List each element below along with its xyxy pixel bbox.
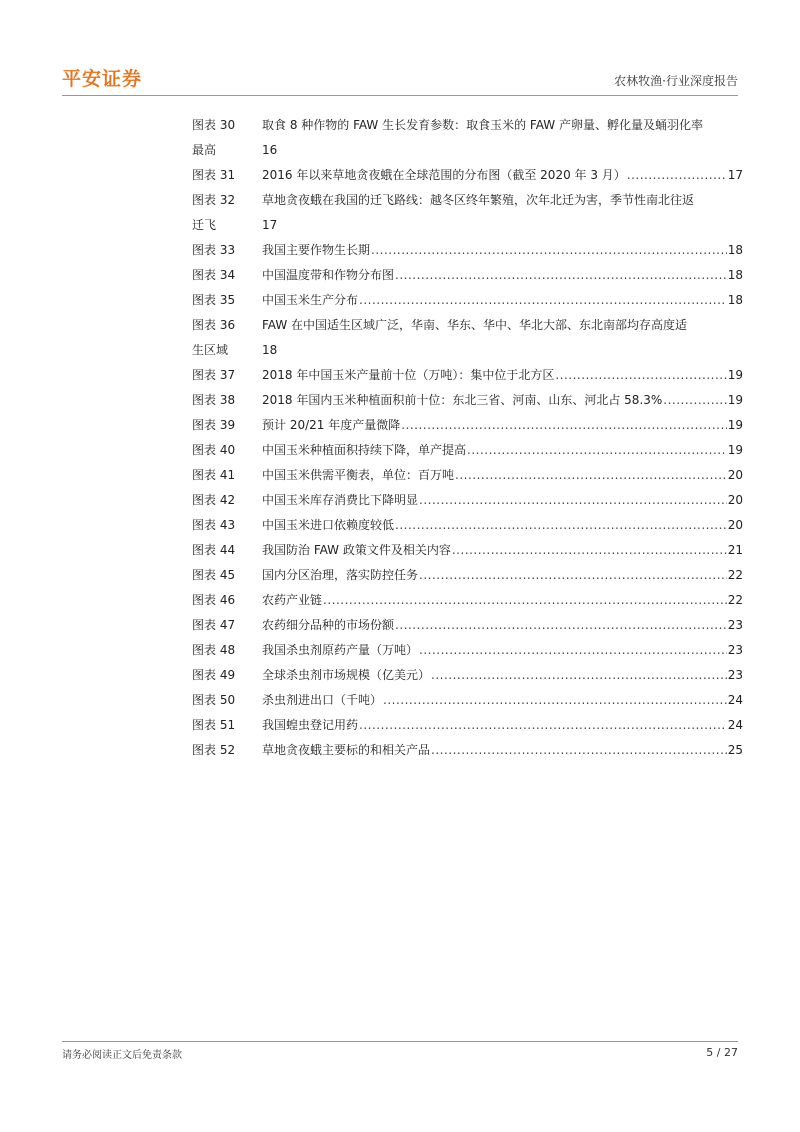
toc-entry-page[interactable]: 19	[727, 418, 743, 432]
toc-leader-dots	[627, 163, 727, 188]
toc-entry[interactable]	[192, 113, 743, 163]
toc-entry-title[interactable]: 我国杀虫剂原药产量（万吨）	[262, 643, 419, 657]
company-logo: 平安证券	[62, 68, 143, 90]
toc-entry-title[interactable]: 中国玉米库存消费比下降明显	[262, 493, 419, 507]
toc-entry[interactable]	[192, 663, 743, 688]
toc-entry[interactable]	[192, 413, 743, 438]
toc-entry-label: 图表 43	[192, 518, 236, 532]
toc-entry[interactable]	[192, 688, 743, 713]
toc-leader-dots	[359, 288, 727, 313]
toc-leader-dots	[371, 238, 727, 263]
toc-entry[interactable]	[192, 713, 743, 738]
toc-entry-title[interactable]: 预计 20/21 年度产量微降	[262, 418, 401, 432]
toc-entry-page[interactable]: 19	[727, 393, 743, 407]
toc-entry[interactable]	[192, 363, 743, 388]
toc-entry-title[interactable]: 2018 年中国玉米产量前十位（万吨）：集中位于北方区	[262, 368, 555, 382]
toc-entry-page[interactable]: 20	[727, 493, 743, 507]
toc-entry-page[interactable]: 20	[727, 468, 743, 482]
toc-entry-label: 图表 41	[192, 468, 236, 482]
figure-list	[192, 113, 743, 763]
toc-entry-page[interactable]: 18	[262, 343, 278, 357]
toc-entry-label: 图表 40	[192, 443, 236, 457]
toc-leader-dots	[359, 713, 727, 738]
toc-entry-label: 图表 39	[192, 418, 236, 432]
toc-entry-title[interactable]: 农药细分品种的市场份额	[262, 618, 395, 632]
toc-entry-title[interactable]: 全球杀虫剂市场规模（亿美元）	[262, 668, 431, 682]
toc-entry-title[interactable]: 我国蝗虫登记用药	[262, 718, 359, 732]
toc-entry-page[interactable]: 19	[727, 443, 743, 457]
toc-entry[interactable]	[192, 263, 743, 288]
toc-entry-page[interactable]: 23	[727, 618, 743, 632]
toc-entry-label: 图表 52	[192, 743, 236, 757]
toc-leader-dots	[419, 488, 727, 513]
toc-entry[interactable]	[192, 163, 743, 188]
toc-entry[interactable]	[192, 638, 743, 663]
toc-leader-dots	[395, 513, 727, 538]
toc-leader-dots	[452, 538, 727, 563]
toc-leader-dots	[419, 563, 727, 588]
footer-divider	[62, 1041, 738, 1042]
toc-entry-title[interactable]: 农药产业链	[262, 593, 323, 607]
toc-entry[interactable]	[192, 438, 743, 463]
toc-entry-label: 图表 48	[192, 643, 236, 657]
toc-entry-page[interactable]: 17	[727, 168, 743, 182]
toc-entry-title[interactable]: 中国玉米生产分布	[262, 293, 359, 307]
toc-entry-label: 图表 42	[192, 493, 236, 507]
toc-entry[interactable]	[192, 588, 743, 613]
toc-entry-page[interactable]: 23	[727, 643, 743, 657]
toc-entry-page[interactable]: 19	[727, 368, 743, 382]
toc-entry-title[interactable]: 中国温度带和作物分布图	[262, 268, 395, 282]
toc-entry-label: 图表 49	[192, 668, 236, 682]
toc-entry-title[interactable]: 2016 年以来草地贪夜蛾在全球范围的分布图（截至 2020 年 3 月）	[262, 168, 626, 182]
toc-leader-dots	[663, 388, 726, 413]
toc-entry-title[interactable]: 中国玉米进口依赖度较低	[262, 518, 395, 532]
toc-entry-title[interactable]: 我国主要作物生长期	[262, 243, 371, 257]
toc-entry-page[interactable]: 20	[727, 518, 743, 532]
toc-entry-title[interactable]: 杀虫剂进出口（千吨）	[262, 693, 383, 707]
toc-leader-dots	[395, 263, 727, 288]
toc-entry[interactable]	[192, 563, 743, 588]
toc-entry[interactable]	[192, 538, 743, 563]
toc-entry-label: 图表 34	[192, 268, 236, 282]
toc-entry[interactable]	[192, 238, 743, 263]
toc-leader-dots	[467, 438, 727, 463]
toc-entry-label: 图表 37	[192, 368, 236, 382]
toc-entry-label: 图表 35	[192, 293, 236, 307]
toc-leader-dots	[419, 638, 727, 663]
toc-entry-title-continuation: 迁飞	[192, 218, 217, 232]
toc-entry-title[interactable]: 2018 年国内玉米种植面积前十位：东北三省、河南、山东、河北占 58.3%	[262, 393, 663, 407]
toc-entry-label: 图表 44	[192, 543, 236, 557]
toc-entry-label: 图表 31	[192, 168, 236, 182]
toc-entry-label: 图表 36	[192, 318, 236, 332]
toc-entry-title[interactable]: 草地贪夜蛾在我国的迁飞路线：越冬区终年繁殖，次年北迁为害，季节性南北往返	[262, 193, 695, 207]
toc-entry-label: 图表 50	[192, 693, 236, 707]
toc-entry[interactable]	[192, 288, 743, 313]
toc-entry-label: 图表 32	[192, 193, 236, 207]
toc-entry-label: 图表 33	[192, 243, 236, 257]
toc-entry-title[interactable]: FAW 在中国适生区域广泛，华南、华东、华中、华北大部、东北南部均存高度适	[262, 318, 688, 332]
toc-entry[interactable]	[192, 188, 743, 238]
toc-entry[interactable]	[192, 738, 743, 763]
toc-leader-dots	[395, 613, 727, 638]
toc-entry-page[interactable]: 18	[727, 268, 743, 282]
toc-leader-dots	[431, 738, 727, 763]
report-header-title: 农林牧渔·行业深度报告	[614, 74, 738, 88]
toc-entry-page[interactable]: 21	[727, 543, 743, 557]
footer-page-number: 5 / 27	[706, 1046, 738, 1059]
toc-entry-page[interactable]: 24	[727, 718, 743, 732]
header-divider	[62, 95, 738, 96]
toc-entry-page[interactable]: 16	[262, 143, 278, 157]
toc-entry-label: 图表 38	[192, 393, 236, 407]
toc-entry-page[interactable]: 22	[727, 568, 743, 582]
toc-entry[interactable]	[192, 488, 743, 513]
toc-entry-page[interactable]: 17	[262, 218, 278, 232]
toc-entry-title[interactable]: 中国玉米种植面积持续下降，单产提高	[262, 443, 467, 457]
toc-entry-label: 图表 47	[192, 618, 236, 632]
toc-entry[interactable]	[192, 463, 743, 488]
toc-entry-page[interactable]: 22	[727, 593, 743, 607]
toc-entry-page[interactable]: 23	[727, 668, 743, 682]
toc-leader-dots	[455, 463, 727, 488]
toc-entry-title[interactable]: 中国玉米供需平衡表，单位：百万吨	[262, 468, 455, 482]
toc-entry-title-continuation: 最高	[192, 143, 217, 157]
toc-entry-label: 图表 51	[192, 718, 236, 732]
toc-leader-dots	[555, 363, 726, 388]
toc-leader-dots	[431, 663, 727, 688]
toc-entry-page[interactable]: 18	[727, 243, 743, 257]
toc-entry-page[interactable]: 25	[727, 743, 743, 757]
toc-entry-title[interactable]: 取食 8 种作物的 FAW 生长发育参数：取食玉米的 FAW 产卵量、孵化量及蛹羽化率	[262, 118, 703, 132]
toc-entry-title[interactable]: 国内分区治理，落实防控任务	[262, 568, 419, 582]
footer-disclaimer: 请务必阅读正文后免责条款	[62, 1050, 182, 1061]
toc-entry-page[interactable]: 24	[727, 693, 743, 707]
toc-entry[interactable]	[192, 613, 743, 638]
toc-entry[interactable]	[192, 388, 743, 413]
toc-leader-dots	[383, 688, 727, 713]
toc-entry-label: 图表 30	[192, 118, 236, 132]
toc-entry-title-continuation: 生区域	[192, 343, 229, 357]
toc-entry[interactable]	[192, 513, 743, 538]
toc-entry[interactable]	[192, 313, 743, 363]
toc-entry-label: 图表 46	[192, 593, 236, 607]
toc-leader-dots	[401, 413, 727, 438]
toc-leader-dots	[323, 588, 727, 613]
toc-entry-label: 图表 45	[192, 568, 236, 582]
toc-entry-title[interactable]: 草地贪夜蛾主要标的和相关产品	[262, 743, 431, 757]
toc-entry-page[interactable]: 18	[727, 293, 743, 307]
toc-entry-title[interactable]: 我国防治 FAW 政策文件及相关内容	[262, 543, 451, 557]
